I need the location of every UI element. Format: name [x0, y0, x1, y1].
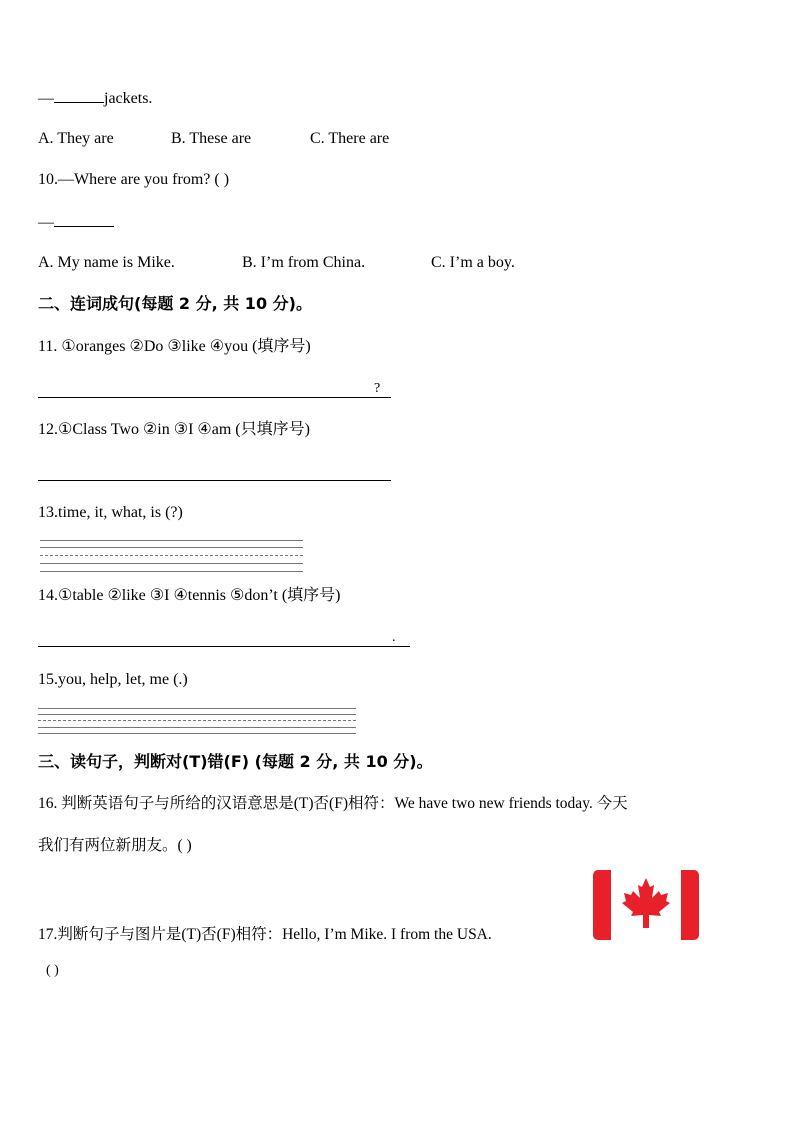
q12-text: 12.①Class Two ②in ③I ④am (只填序号) [38, 421, 310, 438]
q13-line-2 [40, 547, 303, 548]
q9-blank[interactable] [54, 88, 104, 103]
q11-question-mark: ? [374, 381, 381, 396]
q9-answer-line [38, 88, 152, 109]
q9-suffix: jackets. [104, 90, 153, 107]
q10-dash: — [38, 214, 54, 231]
q15-line-4 [38, 727, 356, 728]
q15-line-5 [38, 733, 356, 734]
q9-option-c: C. There are [310, 130, 390, 147]
q13-line-4 [40, 563, 303, 564]
q14-text: 14.①table ②like ③I ④tennis ⑤don’t (填序号) [38, 587, 341, 604]
q17-answer-paren[interactable]: ( ) [46, 963, 59, 978]
q13-text: 13.time, it, what, is (?) [38, 504, 183, 521]
q15-line-2 [38, 714, 356, 715]
q10-answer-line [38, 212, 114, 233]
q10-blank[interactable] [54, 212, 114, 227]
q13-line-3 [40, 555, 303, 556]
q10-option-c: C. I’m a boy. [431, 254, 515, 271]
q17-text: 17.判断句子与图片是(T)否(F)相符：Hello, I’m Mike. I from the USA. [38, 926, 492, 943]
q9-dash: — [38, 90, 54, 107]
q10-option-a: A. My name is Mike. [38, 254, 175, 271]
q15-text: 15.you, help, let, me (.) [38, 671, 188, 688]
q11-text: 11. ①oranges ②Do ③like ④you (填序号) [38, 338, 311, 355]
q13-line-1 [40, 540, 303, 541]
section3-heading: 三、读句子，判断对(T)错(F) (每题 2 分, 共 10 分)。 [38, 752, 433, 771]
q10-stem: 10.—Where are you from? ( ) [38, 171, 230, 188]
q16-line-2: 我们有两位新朋友。( ) [38, 837, 192, 854]
q16-line-1: 16. 判断英语句子与所给的汉语意思是(T)否(F)相符：We have two new friends today. 今天 [38, 795, 628, 812]
q9-option-a: A. They are [38, 130, 114, 147]
canada-flag-image [593, 870, 699, 940]
q9-option-b: B. These are [171, 130, 252, 147]
q13-line-5 [40, 571, 303, 572]
q15-line-1 [38, 708, 356, 709]
q11-answer-line[interactable] [38, 397, 391, 398]
q12-answer-line[interactable] [38, 480, 391, 481]
q14-period: . [392, 630, 396, 645]
q10-option-b: B. I’m from China. [242, 254, 366, 271]
section2-heading: 二、连词成句(每题 2 分, 共 10 分)。 [38, 294, 312, 313]
q14-answer-line[interactable] [38, 646, 410, 647]
q15-line-3 [38, 720, 356, 721]
